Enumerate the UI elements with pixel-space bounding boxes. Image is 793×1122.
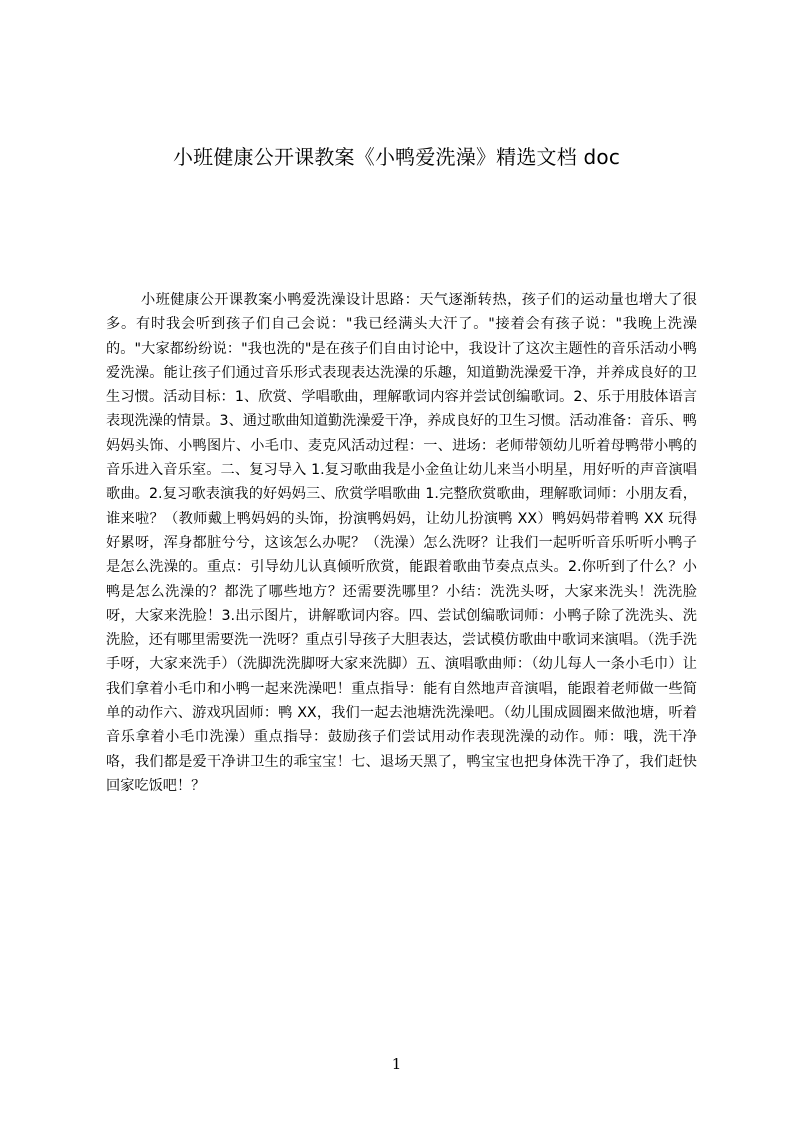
document-title: 小班健康公开课教案《小鸭爱洗澡》精选文档 doc [172,145,621,169]
document-body-paragraph: 小班健康公开课教案小鸭爱洗澡设计思路：天气逐渐转热，孩子们的运动量也增大了很多。有时我会听到孩子们自己会说："我已经满头大汗了。"接着会有孩子说："我晚上洗澡的。"大家都纷纷说："我也洗的"是在孩子们自由讨论中，我设计了这次主题性的音乐活动小鸭爱洗澡。能让孩子们通过音乐形式表现表达洗澡的乐趣，知道勤洗澡爱干净，并养成良好的卫生习惯。活动目标：1、欣赏、学唱歌曲，理解歌词内容并尝试创编歌词。2、乐于用肢体语言表现洗澡的情景。3、通过歌曲知道勤洗澡爱干净，养成良好的卫生习惯。活动准备：音乐、鸭妈妈头饰、小鸭图片、小毛巾、麦克风活动过程：一、进场：老师带领幼儿听着母鸭带小鸭的音乐进入音乐室。二、复习导入 1.复习歌曲我是小金鱼让幼儿来当小明星，用好听的声音演唱歌曲。2.复习歌表演我的好妈妈三、欣赏学唱歌曲 1.完整欣赏歌曲，理解歌词师：小朋友看，谁来啦？（教师戴上鸭妈妈的头饰，扮演鸭妈妈，让幼儿扮演鸭 XX）鸭妈妈带着鸭 XX 玩得好累呀，浑身都脏兮兮，这该怎么办呢？（洗澡）怎么洗呀？让我们一起听听音乐听听小鸭子是怎么洗澡的。重点：引导幼儿认真倾听欣赏，能跟着歌曲节奏点点头。2.你听到了什么？小鸭是怎么洗澡的？都洗了哪些地方？还需要洗哪里？小结：洗洗头呀，大家来洗头！洗洗脸呀，大家来洗脸！3.出示图片，讲解歌词内容。四、尝试创编歌词师：小鸭子除了洗洗头、洗洗脸，还有哪里需要洗一洗呀？重点引导孩子大胆表达，尝试模仿歌曲中歌词来演唱。（洗手洗手呀，大家来洗手）（洗脚洗洗脚呀大家来洗脚）五、演唱歌曲师：（幼儿每人一条小毛巾）让我们拿着小毛巾和小鸭一起来洗澡吧！重点指导：能有自然地声音演唱，能跟着老师做一些简单的动作六、游戏巩固师：鸭 XX，我们一起去池塘洗洗澡吧。（幼儿围成圆圈来做池塘，听着音乐拿着小毛巾洗澡）重点指导：鼓励孩子们尝试用动作表现洗澡的动作。师：哦，洗干净咯，我们都是爱干净讲卫生的乖宝宝！七、退场天黑了，鸭宝宝也把身体洗干净了，我们赶快回家吃饭吧！？ [106,292,697,794]
page-number: 1 [391,1055,402,1073]
